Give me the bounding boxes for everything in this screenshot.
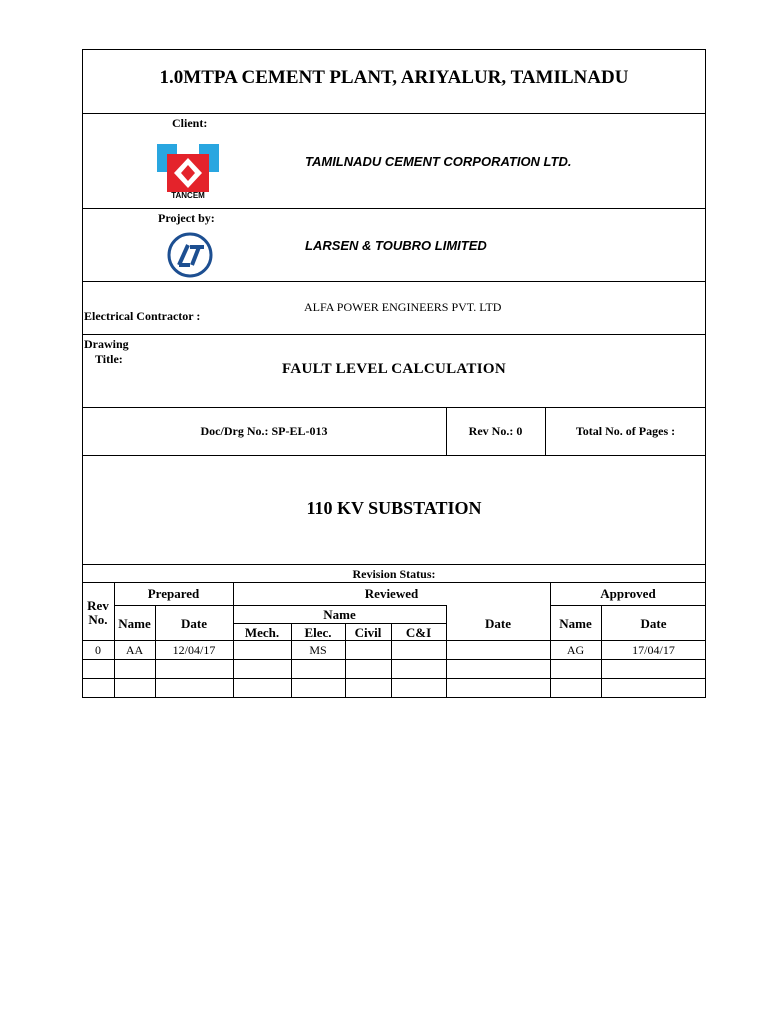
civil-header: Civil: [354, 625, 382, 640]
substation-title: 110 KV SUBSTATION: [306, 498, 482, 518]
ci-header: C&I: [405, 625, 432, 640]
table-line: [82, 582, 706, 583]
reviewed-header: Reviewed: [364, 586, 419, 601]
drawing-title-label: Title:: [95, 352, 123, 366]
client-name: TAMILNADU CEMENT CORPORATION LTD.: [305, 154, 572, 169]
table-line: [233, 605, 446, 606]
approved-date-cell: 17/04/17: [632, 643, 675, 657]
divider: [82, 455, 706, 456]
client-label: Client:: [172, 116, 208, 130]
tancem-logo: [157, 144, 219, 202]
mech-header: Mech.: [244, 625, 280, 640]
table-line: [82, 659, 706, 660]
table-line: [550, 605, 706, 606]
approved-date-header: Date: [640, 616, 667, 631]
reviewed-date-header: Date: [485, 616, 511, 631]
divider: [82, 407, 706, 408]
rev-header: Rev: [87, 598, 109, 613]
approved-name-cell: AG: [566, 643, 585, 657]
divider: [82, 113, 706, 114]
prepared-name-header: Name: [118, 616, 151, 631]
divider: [82, 564, 706, 565]
approved-name-header: Name: [559, 616, 592, 631]
doc-number: Doc/Drg No.: SP-EL-013: [200, 424, 328, 438]
project-title: 1.0MTPA CEMENT PLANT, ARIYALUR, TAMILNADU: [159, 67, 629, 88]
drawing-title: FAULT LEVEL CALCULATION: [282, 361, 506, 377]
elec-cell: MS: [309, 643, 327, 657]
elec-header: Elec.: [304, 625, 332, 640]
prepared-date-cell: 12/04/17: [172, 643, 216, 657]
table-line: [82, 678, 706, 679]
prepared-header: Prepared: [147, 586, 200, 601]
table-line: [233, 623, 446, 624]
table-line: [114, 605, 233, 606]
divider: [82, 334, 706, 335]
rev-header: No.: [88, 612, 108, 627]
lt-logo: [166, 232, 214, 278]
project-by-label: Project by:: [158, 211, 215, 225]
electrical-contractor-label: Electrical Contractor :: [84, 309, 201, 323]
approved-header: Approved: [600, 586, 656, 601]
divider: [82, 208, 706, 209]
revision-status-label: Revision Status:: [352, 567, 436, 581]
divider: [82, 281, 706, 282]
reviewed-name-header: Name: [323, 607, 356, 622]
prepared-date-header: Date: [181, 616, 207, 631]
tancem-logo-text: TANCEM: [171, 191, 205, 200]
project-by-name: LARSEN & TOUBRO LIMITED: [305, 238, 487, 253]
electrical-contractor-name: ALFA POWER ENGINEERS PVT. LTD: [304, 300, 502, 314]
drawing-label: Drawing: [84, 337, 129, 351]
prepared-name-cell: AA: [125, 643, 144, 657]
rev-number: Rev No.: 0: [468, 424, 523, 438]
rev-cell: 0: [95, 643, 101, 657]
total-pages: Total No. of Pages :: [575, 424, 676, 438]
